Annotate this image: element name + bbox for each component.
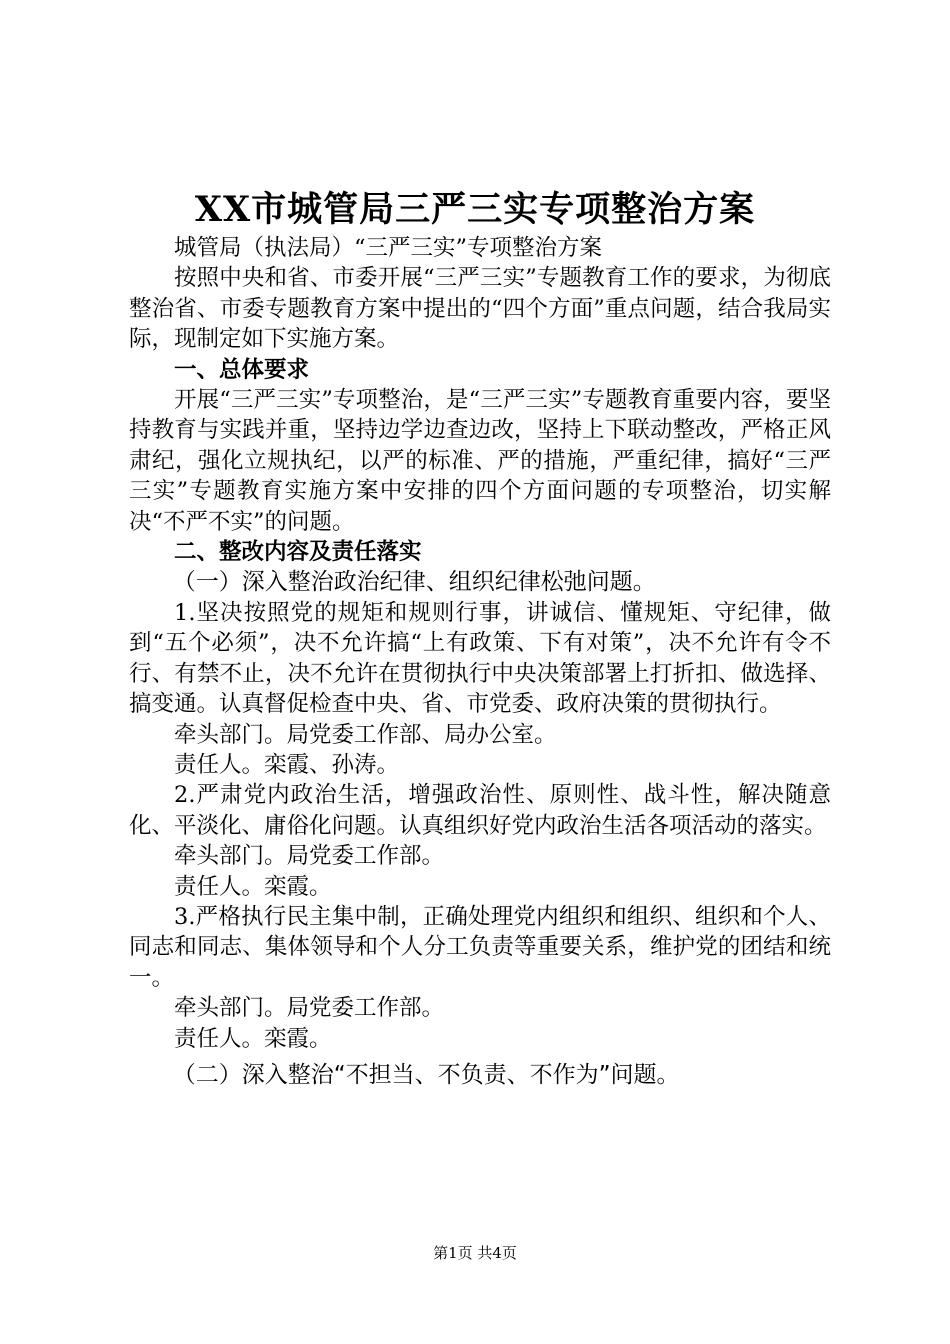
- subsection-heading-1: （一）深入整治政治纪律、组织纪律松弛问题。: [172, 569, 656, 596]
- lead-department-line: 牵头部门。局党委工作部。: [174, 995, 445, 1022]
- subtitle-paragraph: 城管局（执法局）“三严三实”专项整治方案: [174, 235, 603, 261]
- section-heading-1: 一、总体要求: [174, 356, 310, 383]
- page-footer: 第1页 共4页: [433, 1244, 517, 1262]
- body-paragraph: 3.严格执行民主集中制，正确处理党内组织和组织、组织和个人、同志和同志、集体领导和个人分工负责等重要关系，维护党的团结和统一。: [129, 903, 831, 991]
- document-title: XX市城管局三严三实专项整治方案: [194, 189, 756, 230]
- responsible-person-line: 责任人。栾霞。: [174, 873, 332, 900]
- responsible-person-line: 责任人。栾霞、孙涛。: [174, 751, 400, 778]
- intro-paragraph: 按照中央和省、市委开展“三严三实”专题教育工作的要求，为彻底整治省、市委专题教育方案中提出的“四个方面”重点问题，结合我局实际，现制定如下实施方案。: [129, 265, 831, 353]
- lead-department-line: 牵头部门。局党委工作部。: [174, 843, 445, 870]
- body-paragraph: 开展“三严三实”专项整治，是“三严三实”专题教育重要内容，要坚持教育与实践并重，坚持边学边查边改，坚持上下联动整改，严格正风肃纪，强化立规执纪，以严的标准、严的措施，严重纪律，搞好“三严三实”专题教育实施方案中安排的四个方面问题的专项整治，切实解决“不严不实”的问题。: [129, 387, 831, 535]
- body-paragraph: 2.严肃党内政治生活，增强政治性、原则性、战斗性，解决随意化、平淡化、庸俗化问题。认真组织好党内政治生活各项活动的落实。: [129, 782, 831, 839]
- document-body: [129, 233, 831, 1090]
- subsection-heading-2: （二）深入整治“不担当、不负责、不作为”问题。: [172, 1061, 680, 1088]
- body-paragraph: 1.坚决按照党的规矩和规则行事，讲诚信、懂规矩、守纪律，做到“五个必须”，决不允许搞“上有政策、下有对策”，决不允许有令不行、有禁不止，决不允许在贯彻执行中央决策部署上打折扣、做选择、搞变通。认真督促检查中央、省、市党委、政府决策的贯彻执行。: [129, 599, 831, 718]
- responsible-person-line: 责任人。栾霞。: [174, 1025, 332, 1052]
- section-heading-2: 二、整改内容及责任落实: [174, 539, 422, 566]
- lead-department-line: 牵头部门。局党委工作部、局办公室。: [174, 721, 557, 748]
